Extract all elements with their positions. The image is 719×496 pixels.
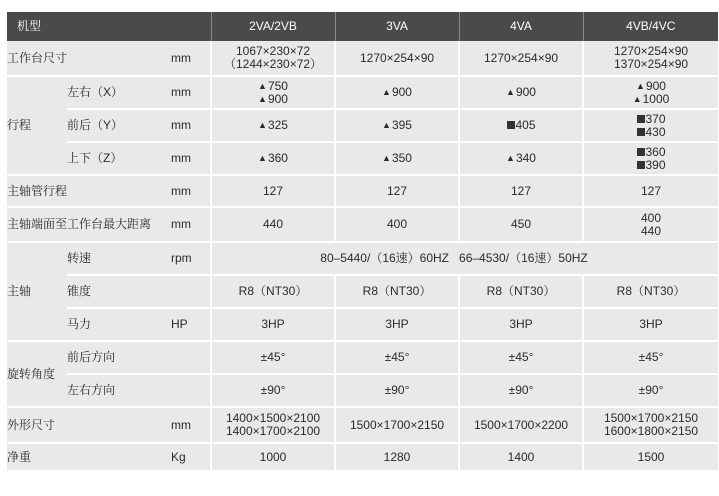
cell — [583, 76, 718, 109]
cell: ±45° — [211, 341, 335, 374]
cell: 1280 — [335, 443, 459, 471]
cell-line: 1067×230×72 — [235, 44, 311, 58]
up-triangle-icon: ▲ — [506, 153, 515, 163]
cell — [335, 76, 459, 109]
up-triangle-icon: ▲ — [382, 120, 391, 130]
cell-line: 1370×254×90 — [613, 57, 689, 71]
row-spindle-taper — [7, 275, 718, 308]
cell — [211, 109, 335, 142]
unit-label — [171, 275, 211, 308]
sub-label: 转速 — [67, 242, 171, 275]
sub-label: 左右方向 — [67, 374, 171, 407]
cell — [583, 109, 718, 142]
unit-label: Kg — [171, 443, 211, 471]
cell-value: 360 — [267, 151, 288, 165]
row-label: 外形尺寸 — [7, 407, 171, 443]
cell: 3HP — [583, 308, 718, 341]
model-header: 机型 — [7, 12, 211, 41]
unit-label: HP — [171, 308, 211, 341]
col-header-4vb: 4VB/4VC — [583, 12, 718, 41]
cell-value: 405 — [515, 118, 536, 132]
up-triangle-icon: ▲ — [258, 93, 267, 104]
cell-value: 395 — [391, 118, 412, 132]
cell: 3HP — [335, 308, 459, 341]
cell — [459, 142, 583, 175]
up-triangle-icon: ▲ — [632, 93, 642, 104]
row-quill — [7, 175, 718, 207]
cell-speed-50hz: 66–4530/（16速）50HZ — [459, 242, 718, 275]
sub-label: 上下（Z） — [67, 142, 171, 175]
unit-label — [171, 374, 211, 407]
col-header-4va: 4VA — [459, 12, 583, 41]
cell: 1000 — [211, 443, 335, 471]
cell — [335, 142, 459, 175]
unit-label: mm — [171, 76, 211, 109]
cell: 440 — [211, 207, 335, 242]
cell — [459, 76, 583, 109]
filled-square-icon — [507, 121, 515, 129]
cell: 450 — [459, 207, 583, 242]
group-label: 行程 — [7, 76, 67, 175]
cell-value: 325 — [267, 118, 288, 132]
cell: 127 — [459, 175, 583, 207]
cropped-title-strip — [0, 0, 719, 12]
cell: ±45° — [583, 341, 718, 374]
filled-square-icon — [637, 161, 645, 169]
row-label: 工作台尺寸 — [7, 41, 171, 76]
header-row — [7, 12, 718, 41]
row-label: 主轴管行程 — [7, 175, 171, 207]
cell-value: 1000 — [642, 91, 670, 106]
unit-label: rpm — [171, 242, 211, 275]
row-swivel-fb — [7, 341, 718, 374]
cell: 3HP — [459, 308, 583, 341]
cell-value: 390 — [645, 157, 666, 172]
cell: R8（NT30） — [459, 275, 583, 308]
unit-label: mm — [171, 109, 211, 142]
row-travel-y — [7, 109, 718, 142]
cell — [583, 142, 718, 175]
row-label: 净重 — [7, 443, 171, 471]
cell-value: 430 — [645, 124, 666, 139]
up-triangle-icon: ▲ — [506, 87, 515, 97]
cell — [583, 407, 718, 443]
sub-label: 左右（X） — [67, 76, 171, 109]
cell-line: 1400×1500×2100 — [225, 411, 321, 425]
cell: ±45° — [459, 341, 583, 374]
cell: 1270×254×90 — [335, 41, 459, 76]
cell-line: 1270×254×90 — [613, 44, 689, 58]
sub-label: 前后（Y） — [67, 109, 171, 142]
cell: ±90° — [583, 374, 718, 407]
filled-square-icon — [637, 128, 645, 136]
cell: 1500 — [583, 443, 718, 471]
row-worktable — [7, 41, 718, 76]
cell-value: 750 — [267, 78, 288, 93]
sub-label: 锥度 — [67, 275, 171, 308]
cell: 1270×254×90 — [459, 41, 583, 76]
row-swivel-lr — [7, 374, 718, 407]
cell-value: 340 — [515, 151, 536, 165]
cell-line: 440 — [641, 223, 662, 238]
cell: R8（NT30） — [583, 275, 718, 308]
row-travel-z — [7, 142, 718, 175]
cell-line: （1244×230×72） — [223, 57, 323, 71]
cell-speed-60hz: 80–5440/（16速）60HZ — [211, 242, 459, 275]
up-triangle-icon: ▲ — [258, 153, 267, 163]
row-label: 主轴端面至工作台最大距离 — [7, 207, 171, 242]
cell — [583, 207, 718, 242]
cell-value: 900 — [391, 85, 412, 99]
cell — [211, 76, 335, 109]
cell-value: 900 — [515, 85, 536, 99]
unit-label: mm — [171, 175, 211, 207]
cell — [459, 109, 583, 142]
cell: 1500×1700×2150 — [335, 407, 459, 443]
cell: 127 — [335, 175, 459, 207]
cell-value: 900 — [267, 91, 288, 106]
cell: 400 — [335, 207, 459, 242]
cell: 1400 — [459, 443, 583, 471]
col-header-2va: 2VA/2VB — [211, 12, 335, 41]
cell-line: 1500×1700×2150 — [603, 411, 699, 425]
up-triangle-icon: ▲ — [258, 120, 267, 130]
unit-label: mm — [171, 41, 211, 76]
cell: 1500×1700×2200 — [459, 407, 583, 443]
cell — [211, 41, 335, 76]
row-travel-x — [7, 76, 718, 109]
cell-value: 370 — [645, 111, 666, 126]
up-triangle-icon: ▲ — [382, 153, 391, 163]
cell-line: 400 — [641, 210, 662, 225]
cell: 127 — [583, 175, 718, 207]
row-weight — [7, 443, 718, 471]
cell: 127 — [211, 175, 335, 207]
cell: R8（NT30） — [211, 275, 335, 308]
cell: R8（NT30） — [335, 275, 459, 308]
cell-value: 900 — [645, 78, 666, 93]
row-spindle-speed — [7, 242, 718, 275]
filled-square-icon — [637, 148, 645, 156]
cell-line: 1400×1700×2100 — [225, 424, 321, 438]
cell: ±90° — [211, 374, 335, 407]
cell — [211, 407, 335, 443]
unit-label: mm — [171, 407, 211, 443]
row-distance — [7, 207, 718, 242]
sub-label: 马力 — [67, 308, 171, 341]
up-triangle-icon: ▲ — [636, 80, 645, 91]
cell — [211, 142, 335, 175]
row-spindle-power — [7, 308, 718, 341]
cell — [583, 41, 718, 76]
cell: ±90° — [335, 374, 459, 407]
filled-square-icon — [637, 115, 645, 123]
up-triangle-icon: ▲ — [258, 80, 267, 91]
cell: 3HP — [211, 308, 335, 341]
cell-line: 1600×1800×2150 — [603, 424, 699, 438]
cell: ±90° — [459, 374, 583, 407]
unit-label: mm — [171, 142, 211, 175]
unit-label: mm — [171, 207, 211, 242]
group-label: 旋转角度 — [7, 341, 67, 407]
cell-value: 350 — [391, 151, 412, 165]
unit-label — [171, 341, 211, 374]
cell — [335, 109, 459, 142]
row-overall — [7, 407, 718, 443]
cell-value: 360 — [645, 144, 666, 159]
col-header-3va: 3VA — [335, 12, 459, 41]
group-label: 主轴 — [7, 242, 67, 341]
up-triangle-icon: ▲ — [382, 87, 391, 97]
spec-table — [7, 12, 718, 472]
sub-label: 前后方向 — [67, 341, 171, 374]
cell: ±45° — [335, 341, 459, 374]
